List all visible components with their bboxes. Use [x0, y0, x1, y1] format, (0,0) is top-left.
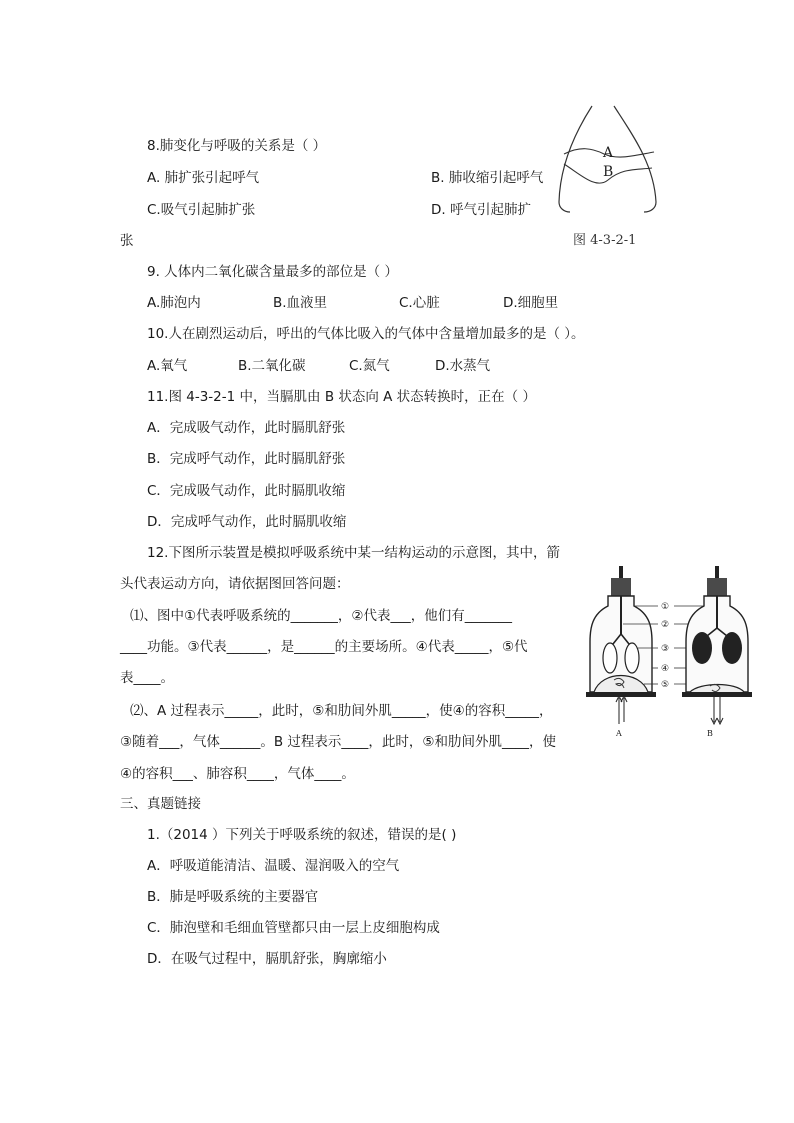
label-1: ①: [661, 602, 670, 612]
q9-option-c: C.心脏: [399, 295, 440, 311]
q11-option-c: C．完成吸气动作，此时膈肌收缩: [147, 483, 346, 499]
jar-a-label: A: [616, 729, 622, 738]
figure1-label-a: A: [603, 145, 614, 161]
q8-stem: 8.肺变化与呼吸的关系是（ ）: [147, 138, 327, 154]
chest-outline-right: [614, 106, 656, 212]
jar-a: [586, 566, 656, 738]
q10-option-a: A.氧气: [147, 358, 188, 374]
q11-stem: 11.图 4-3-2-1 中，当膈肌由 B 状态向 A 状态转换时，正在（ ）: [147, 389, 536, 405]
q12-line-4: ____功能。③代表______，是______的主要场所。④代表_____，⑤代: [120, 639, 528, 655]
q12-line-5: 表____。: [120, 670, 174, 686]
q12-line-3: ⑴、图中①代表呼吸系统的_______，②代表___，他们有_______: [130, 608, 512, 624]
q12-line-1: 12.下图所示装置是模拟呼吸系统中某一结构运动的示意图，其中，箭: [147, 545, 560, 561]
q12-line-7: ③随着___，气体______。B 过程表示____，此时，⑤和肋间外肌____，使: [120, 734, 557, 750]
q12-line-6: ⑵、A 过程表示_____，此时，⑤和肋间外肌_____，使④的容积_____，: [130, 703, 553, 719]
s3-q1-option-b: B．肺是呼吸系统的主要器官: [147, 889, 319, 905]
q12-line-2: 头代表运动方向，请依据图回答问题：: [120, 576, 350, 592]
figure1-caption: 图 4-3-2-1: [573, 233, 637, 248]
chest-outline-left: [559, 106, 592, 212]
q10-option-c: C.氮气: [349, 358, 390, 374]
q9-option-b: B.血液里: [273, 295, 328, 311]
label-4: ④: [661, 664, 670, 674]
q11-option-a: A．完成吸气动作，此时膈肌舒张: [147, 420, 346, 436]
section-3-title: 三、真题链接: [120, 796, 201, 812]
label-2: ②: [661, 620, 670, 630]
q8-option-a: A. 肺扩张引起呼气: [147, 170, 260, 186]
s3-q1-option-d: D．在吸气过程中，膈肌舒张，胸廓缩小: [147, 951, 387, 967]
jar-b: [682, 566, 752, 738]
q11-option-d: D．完成呼气动作，此时膈肌收缩: [147, 514, 347, 530]
q11-option-b: B．完成呼气动作，此时膈肌舒张: [147, 451, 346, 467]
diaphragm-figure: [556, 104, 666, 216]
q8-option-d: D. 呼气引起肺扩: [431, 202, 531, 218]
q10-option-b: B.二氧化碳: [238, 358, 306, 374]
s3-q1-option-c: C．肺泡壁和毛细血管壁都只由一层上皮细胞构成: [147, 920, 440, 936]
q9-option-a: A.肺泡内: [147, 295, 201, 311]
s3-q1-option-a: A．呼吸道能清洁、温暖、湿润吸入的空气: [147, 858, 400, 874]
q9-option-d: D.细胞里: [503, 295, 559, 311]
q9-stem: 9. 人体内二氧化碳含量最多的部位是（ ）: [147, 264, 398, 280]
jar-b-label: B: [707, 729, 713, 738]
label-3: ③: [661, 644, 670, 654]
s3-q1-stem: 1.（2014 ）下列关于呼吸系统的叙述，错误的是( ): [147, 827, 457, 843]
q8-option-b: B. 肺收缩引起呼气: [431, 170, 544, 186]
q12-line-8: ④的容积___、肺容积____，气体____。: [120, 766, 355, 782]
figure1-label-b: B: [603, 164, 614, 180]
q10-option-d: D.水蒸气: [435, 358, 491, 374]
q10-stem: 10.人在剧烈运动后，呼出的气体比吸入的气体中含量增加最多的是（ ）。: [147, 326, 585, 342]
label-5: ⑤: [661, 680, 670, 690]
bell-jar-figure: [586, 562, 776, 742]
q8-option-c: C.吸气引起肺扩张: [147, 202, 256, 218]
q8-option-d-continued: 张: [120, 233, 134, 249]
